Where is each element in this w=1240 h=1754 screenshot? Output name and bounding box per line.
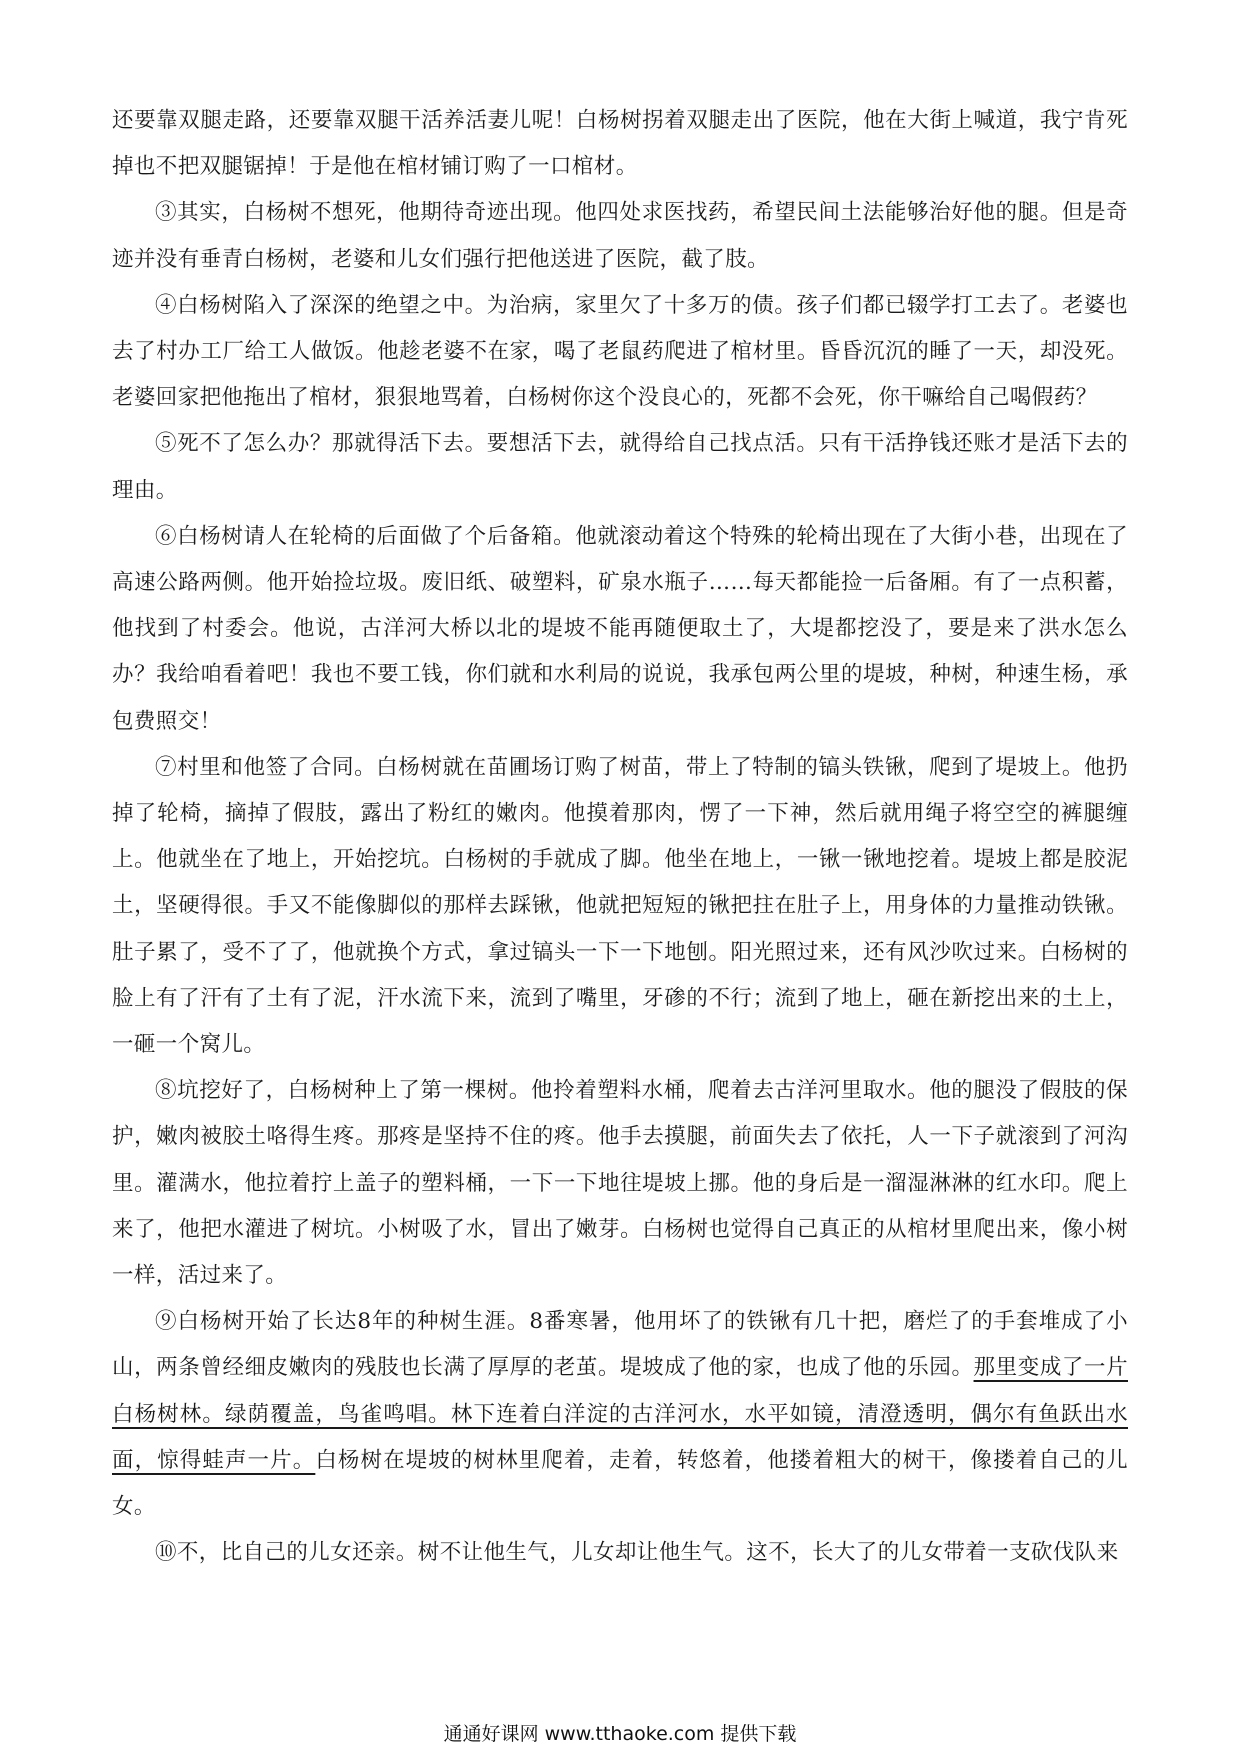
page-footer: 通通好课网 www.tthaoke.com 提供下载 bbox=[443, 1723, 797, 1745]
paragraph-9-text-after: 白杨树在堤坡的树林里爬着，走着，转悠着，他搂着粗大的树干，像搂着自己的儿女。 bbox=[112, 1447, 1128, 1520]
paragraph-9-text-before: ⑨白杨树开始了长达8年的种树生涯。8番寒暑，他用坏了的铁锹有几十把，磨烂了的手套堆成了小山，两条曾经细皮嫩肉的残肢也长满了厚厚的老茧。堤坡成了他的家，也成了他的乐园。 bbox=[112, 1309, 1128, 1381]
paragraph-6: ⑥白杨树请人在轮椅的后面做了个后备箱。他就滚动着这个特殊的轮椅出现在了大街小巷，出现在了高速公路两侧。他开始捡垃圾。废旧纸、破塑料，矿泉水瓶子……每天都能捡一后备厢。有了一点积蓄，他找到了村委会。他说，古洋河大桥以北的堤坡不能再随便取土了，大堤都挖没了，要是来了洪水怎么办？我给咱看着吧！我也不要工钱，你们就和水利局的说说，我承包两公里的堤坡，种树，种速生杨，承包费照交！ bbox=[112, 523, 1128, 734]
paragraph-continued: 还要靠双腿走路，还要靠双腿干活养活妻儿呢！白杨树拐着双腿走出了医院，他在大街上喊道，我宁肯死掉也不把双腿锯掉！于是他在棺材铺订购了一口棺材。 bbox=[112, 108, 1128, 180]
paragraph-7: ⑦村里和他签了合同。白杨树就在苗圃场订购了树苗，带上了特制的镐头铁锹，爬到了堤坡上。他扔掉了轮椅，摘掉了假肢，露出了粉红的嫩肉。他摸着那肉，愣了一下神，然后就用绳子将空空的裤腿缠上。他就坐在了地上，开始挖坑。白杨树的手就成了脚。他坐在地上，一锹一锹地挖着。堤坡上都是胶泥土，坚硬得很。手又不能像脚似的那样去踩锹，他就把短短的锹把拄在肚子上，用身体的力量推动铁锹。肚子累了，受不了了，他就换个方式，拿过镐头一下一下地刨。阳光照过来，还有风沙吹过来。白杨树的脸上有了汗有了土有了泥，汗水流下来，流到了嘴里，牙碜的不行；流到了地上，砸在新挖出来的土上，一砸一个窝儿。 bbox=[112, 754, 1128, 1058]
document-body bbox=[112, 98, 1128, 1577]
underlined-passage: 那里变成了一片白杨树林。绿荫覆盖，鸟雀鸣唱。林下连着白洋淀的古洋河水，水平如镜，清澄透明，偶尔有鱼跃出水面，惊得蛙声一片。 bbox=[112, 1355, 1128, 1473]
paragraph-3: ③其实，白杨树不想死，他期待奇迹出现。他四处求医找药，希望民间土法能够治好他的腿。但是奇迹并没有垂青白杨树，老婆和儿女们强行把他送进了医院，截了肢。 bbox=[112, 200, 1128, 272]
paragraph-10: ⑩不，比自己的儿女还亲。树不让他生气，儿女却让他生气。这不，长大了的儿女带着一支砍伐队来 bbox=[155, 1540, 1119, 1566]
paragraph-9 bbox=[112, 1299, 1128, 1530]
paragraph-8: ⑧坑挖好了，白杨树种上了第一棵树。他拎着塑料水桶，爬着去古洋河里取水。他的腿没了假肢的保护，嫩肉被胶土咯得生疼。那疼是坚持不住的疼。他手去摸腿，前面失去了依托，人一下子就滚到了河沟里。灌满水，他拉着拧上盖子的塑料桶，一下一下地往堤坡上挪。他的身后是一溜湿淋淋的红水印。爬上来了，他把水灌进了树坑。小树吸了水，冒出了嫩芽。白杨树也觉得自己真正的从棺材里爬出来，像小树一样，活过来了。 bbox=[112, 1078, 1128, 1289]
paragraph-4: ④白杨树陷入了深深的绝望之中。为治病，家里欠了十多万的债。孩子们都已辍学打工去了。老婆也去了村办工厂给工人做饭。他趁老婆不在家，喝了老鼠药爬进了棺材里。昏昏沉沉的睡了一天，却没死。老婆回家把他拖出了棺材，狠狠地骂着，白杨树你这个没良心的，死都不会死，你干嘛给自己喝假药？ bbox=[112, 292, 1128, 411]
paragraph-5: ⑤死不了怎么办？那就得活下去。要想活下去，就得给自己找点活。只有干活挣钱还账才是活下去的理由。 bbox=[112, 431, 1128, 503]
